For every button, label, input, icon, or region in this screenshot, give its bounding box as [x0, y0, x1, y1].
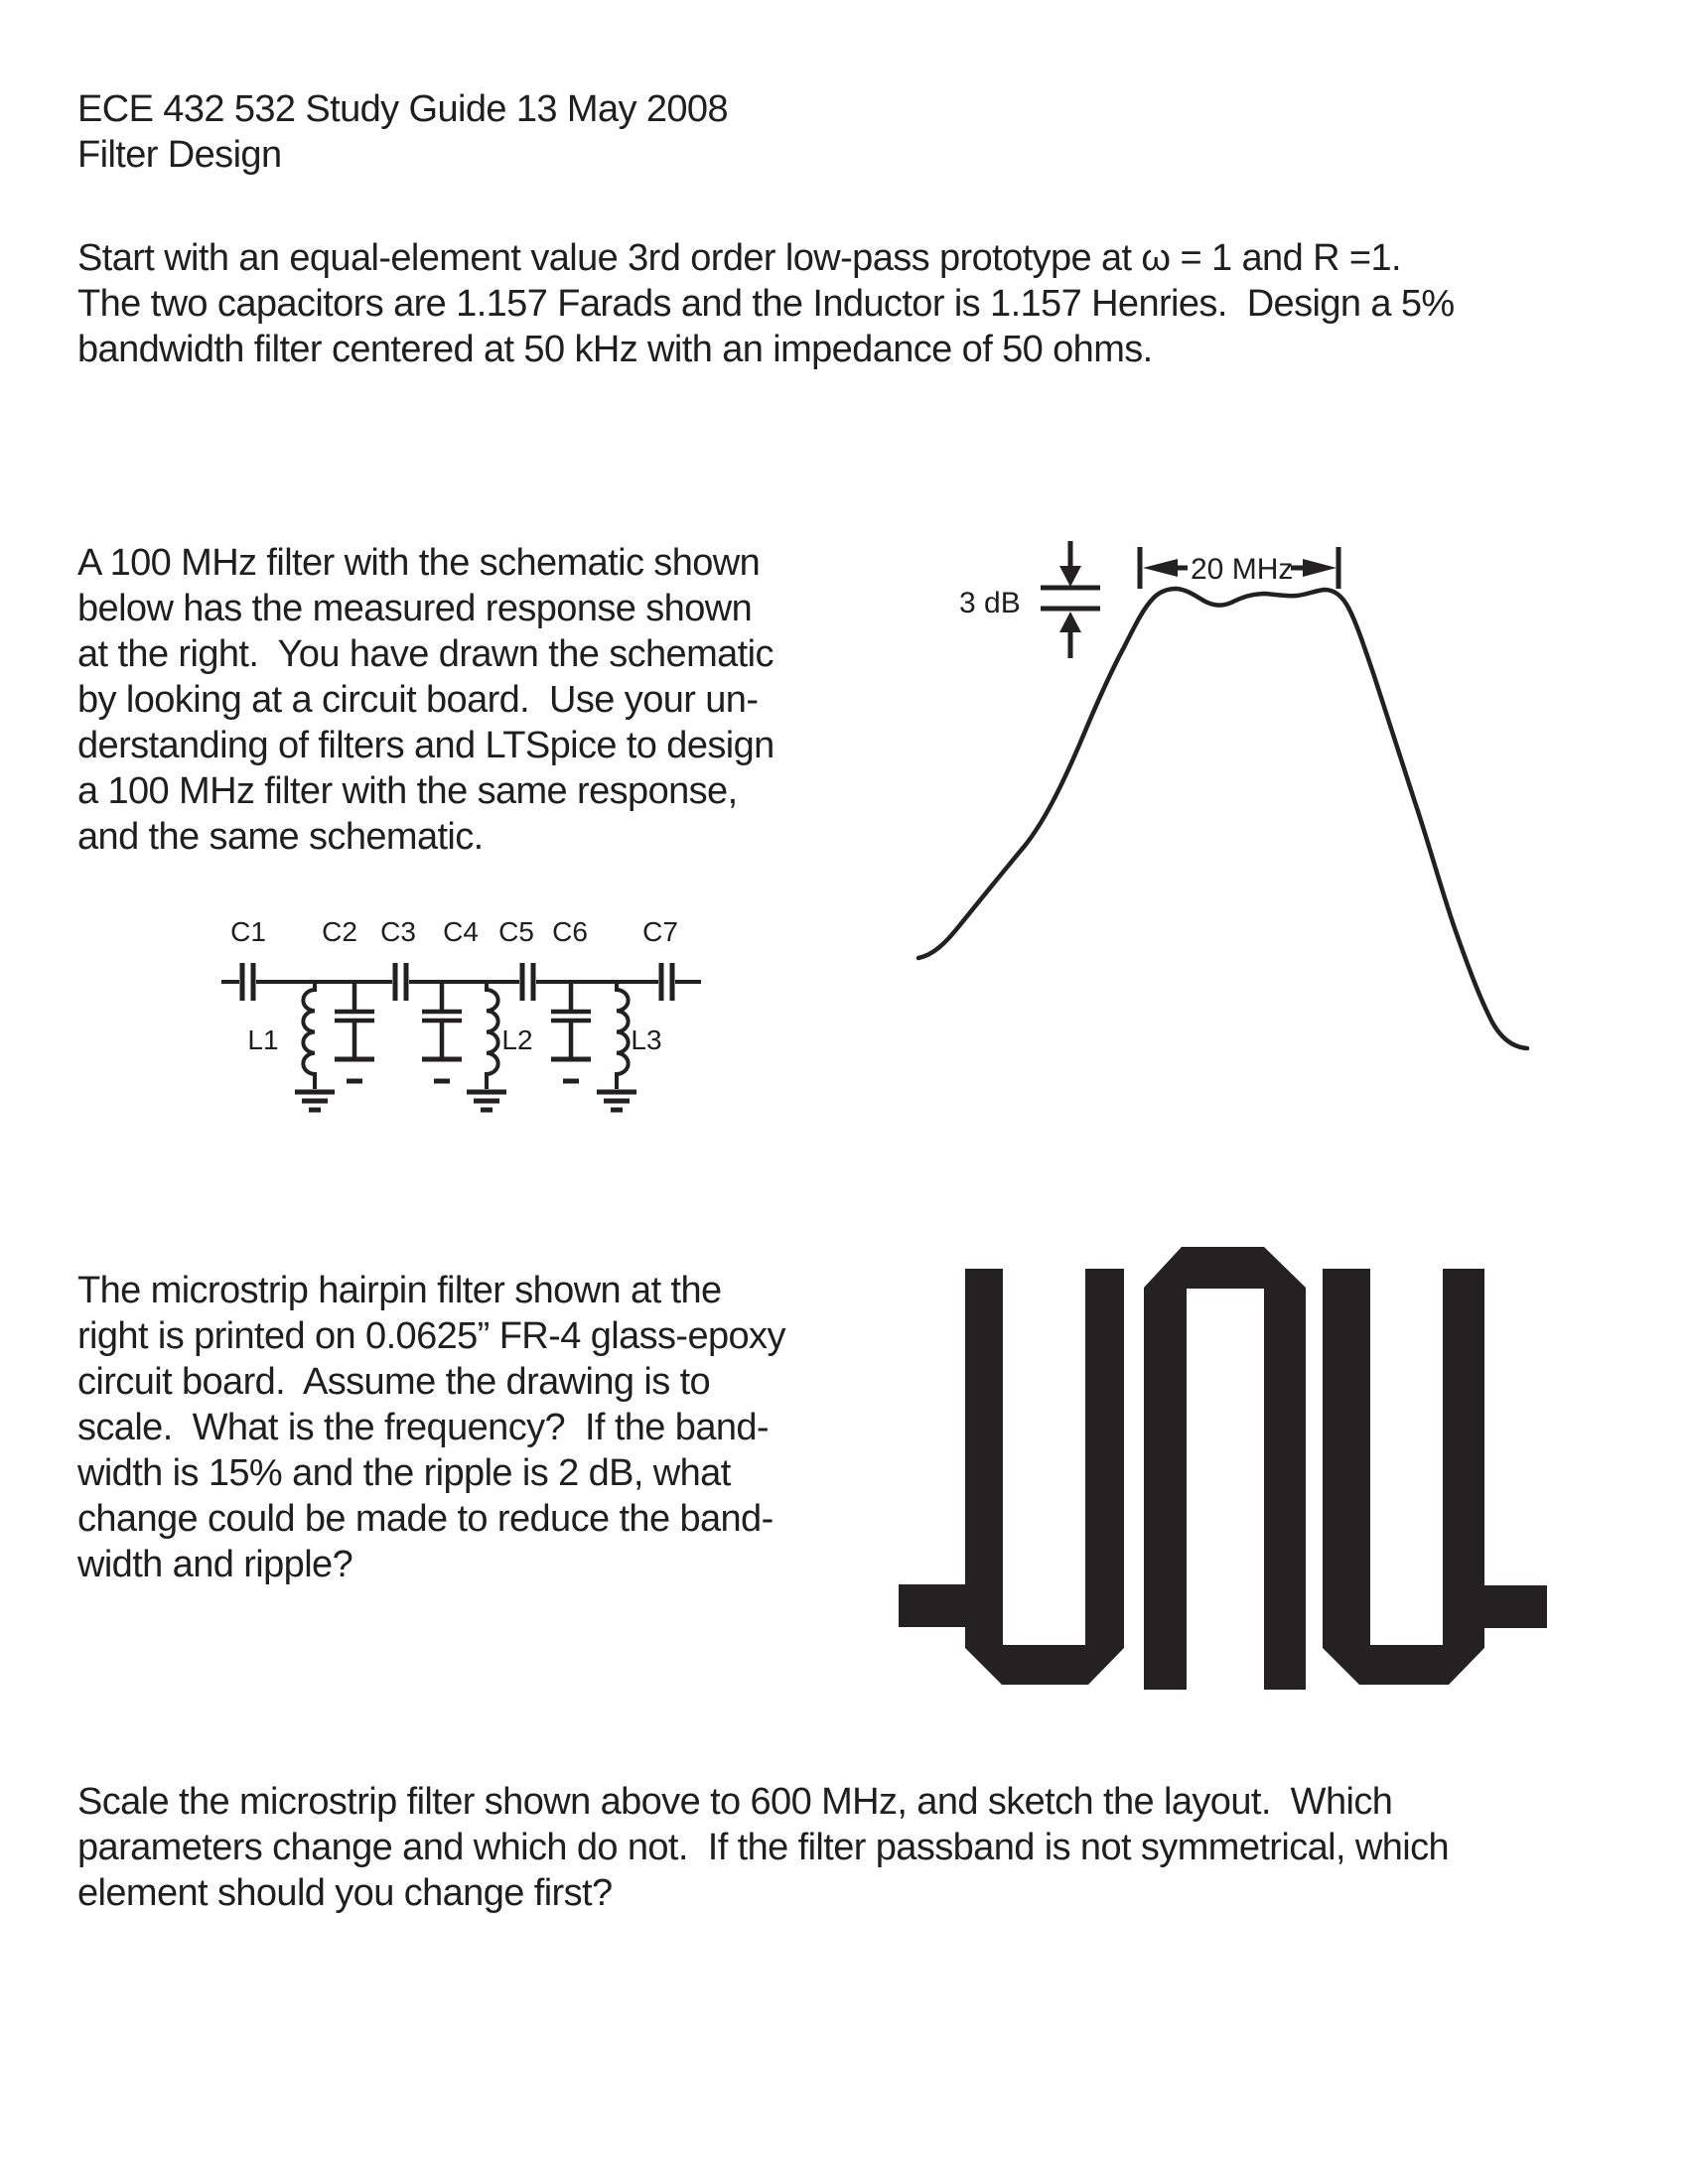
paragraph-line: width is 15% and the ripple is 2 dB, what: [77, 1452, 731, 1494]
capacitor-label: C7: [642, 916, 678, 947]
paragraph-line: right is printed on 0.0625” FR-4 glass-epoxy: [77, 1315, 785, 1357]
paragraph-line: bandwidth filter centered at 50 kHz with an impedance of 50 ohms.: [77, 329, 1153, 370]
measured-response-plot: [884, 511, 1628, 1092]
inductor-label: L1: [247, 1024, 279, 1055]
right-hairpin-resonator: [1323, 1269, 1484, 1685]
paragraph-line: width and ripple?: [77, 1544, 353, 1585]
inductor-label: L3: [631, 1024, 662, 1055]
ripple-dimension: [959, 541, 1100, 658]
paragraph-line: change could be made to reduce the band-: [77, 1498, 774, 1540]
capacitor-ground-symbols: [335, 1059, 591, 1081]
paragraph-line: Start with an equal-element value 3rd order low-pass prototype at ω = 1 and R =1.: [77, 237, 1401, 279]
output-feed-stub: [1468, 1585, 1547, 1628]
paragraph-line: The microstrip hairpin filter shown at the: [77, 1270, 722, 1311]
paragraph-line: The two capacitors are 1.157 Farads and the Inductor is 1.157 Henries. Design a 5%: [77, 283, 1455, 325]
capacitor-label: C4: [443, 916, 479, 947]
capacitor-label: C6: [552, 916, 588, 947]
capacitor-label: C5: [498, 916, 534, 947]
paragraph-line: element should you change first?: [77, 1872, 613, 1914]
shunt-inductors: [303, 982, 628, 1089]
paragraph-line: by looking at a circuit board. Use your un-: [77, 679, 759, 721]
middle-hairpin-resonator: [1144, 1247, 1306, 1690]
paragraph-line: Scale the microstrip filter shown above to 600 MHz, and sketch the layout. Which: [77, 1781, 1393, 1823]
problem-2-paragraph: [77, 540, 774, 860]
inductor-ground-symbols: [295, 1092, 636, 1110]
paragraph-line: and the same schematic.: [77, 816, 484, 858]
right-arrow-icon: [1303, 559, 1336, 577]
left-arrow-icon: [1143, 559, 1178, 577]
ripple-value-label: 3 dB: [959, 587, 1021, 619]
inductor-L2: [487, 982, 498, 1089]
paragraph-line: at the right. You have drawn the schematic: [77, 633, 774, 675]
hairpin-filter-graphic: [889, 1231, 1564, 1707]
capacitor-label: C2: [322, 916, 357, 947]
bandwidth-dimension: [1140, 547, 1338, 589]
left-hairpin-resonator: [965, 1269, 1124, 1685]
down-arrow-icon: [1059, 566, 1081, 587]
document-subtitle: Filter Design: [77, 134, 282, 176]
shunt-capacitors: [335, 982, 591, 1057]
document-title: ECE 432 532 Study Guide 13 May 2008: [77, 88, 729, 130]
paragraph-line: a 100 MHz filter with the same response,: [77, 770, 738, 812]
bandwidth-value-label: 20 MHz: [1191, 553, 1294, 586]
paragraph-line: circuit board. Assume the drawing is to: [77, 1361, 711, 1403]
inductor-L3: [617, 982, 629, 1089]
schematic-labels: [230, 916, 678, 1055]
title-block: [77, 86, 728, 178]
paragraph-line: scale. What is the frequency? If the band-: [77, 1407, 769, 1448]
capacitor-label: C3: [380, 916, 416, 947]
filter-schematic: [199, 913, 715, 1132]
problem-4-paragraph: [77, 1779, 1449, 1916]
inductor-label: L2: [501, 1024, 533, 1055]
problem-3-paragraph: [77, 1268, 785, 1587]
paragraph-line: parameters change and which do not. If the filter passband is not symmetrical, which: [77, 1827, 1450, 1868]
up-arrow-icon: [1059, 612, 1081, 632]
paragraph-line: A 100 MHz filter with the schematic shown: [77, 542, 761, 584]
inductor-L1: [303, 982, 315, 1089]
paragraph-line: derstanding of filters and LTSpice to design: [77, 725, 774, 766]
capacitor-label: C1: [230, 916, 266, 947]
problem-1-paragraph: [77, 235, 1455, 372]
paragraph-line: below has the measured response shown: [77, 588, 753, 629]
response-curve: [918, 589, 1527, 1048]
